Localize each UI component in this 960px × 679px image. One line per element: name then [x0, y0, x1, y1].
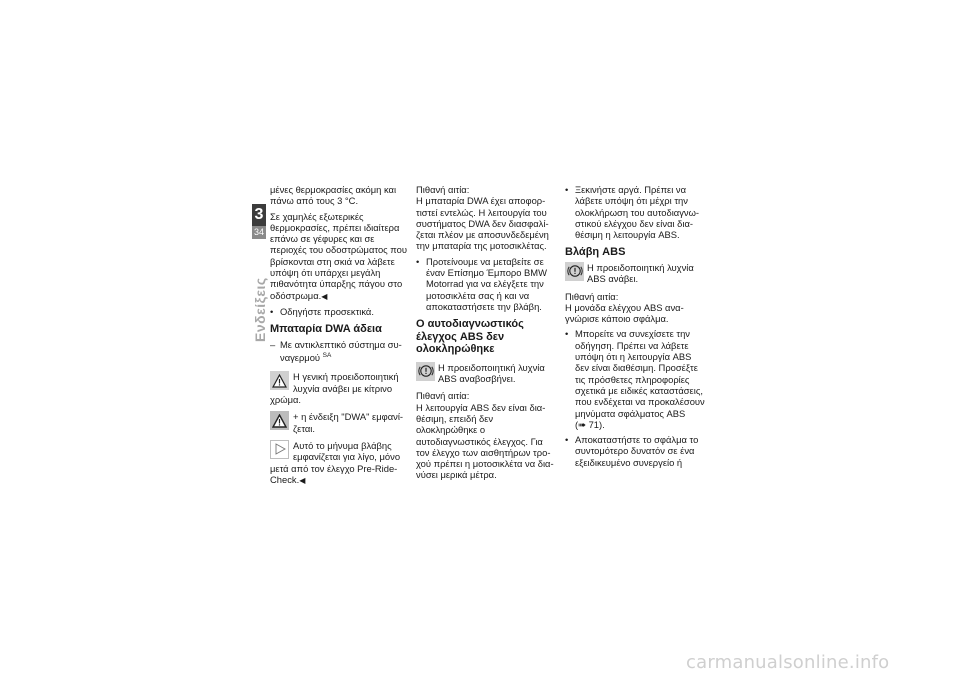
chapter-tab — [252, 204, 266, 239]
page-ref-arrow-icon: ➠ — [578, 418, 586, 430]
bullet-item: • Μπορείτε να συνεχίσετε την οδήγηση. Πρέπει να λάβετε υπόψη ότι η λειτουργία ABS δεν είναι διαθέσιμη. Προσέξτε τις πρόσθετες πληροφορίες σχετικά με ειδικές καταστάσεις, που ενδέχεται να προκαλέσουν μηνύματα σφάλματος ABS (➠ 71). — [565, 328, 705, 430]
end-mark-icon: ◀ — [299, 475, 306, 485]
paragraph: Η μπαταρία DWA έχει αποφορτιστεί εντελώς. Η λειτουργία του συστήματος DWA δεν διασφαλίζεται πλέον με αποσυνδεδεμένη την μπαταρία της μοτοσικλέτας. — [416, 195, 549, 252]
paragraph: Η μονάδα ελέγχου ABS αναγνώρισε κάποιο σφάλμα. — [565, 301, 684, 325]
section-heading: Μπαταρία DWA άδεια — [270, 323, 382, 336]
bullet-item: • Ξεκινήστε αργά. Πρέπει να λάβετε υπόψη ότι μέχρι την ολοκλήρωση του αυτοδιαγνωστικού ελέγχου δεν είναι διαθέσιμη η λειτουργία ABS. — [565, 184, 700, 241]
abs-warning-icon — [416, 362, 435, 381]
paragraph: μένες θερμοκρασίες ακόμη και πάνω από τους 3 °C. — [270, 184, 397, 207]
paragraph: Σε χαμηλές εξωτερικές θερμοκρασίες, πρέπει ιδιαίτερα επάνω σε γέφυρες και σε περιοχές του οδοστρώματος που βρίσκονται στη σκιά να λάβετε υπόψη ότι υπάρχει μεγάλη πιθανότητα ύπαρξης πάγου στο οδόστρωμα.◀ — [270, 210, 407, 301]
abs-warning: Η προειδοποιητική λυχνία ABS αναβοσβήνει. — [416, 362, 556, 385]
watermark: carmanualsonline.info — [686, 652, 890, 673]
end-mark-icon: ◀ — [321, 291, 328, 301]
dash-item: – Με αντικλεπτικό σύστημα συναγερμού $^{SA}$ — [270, 338, 402, 364]
abs-warning-icon — [565, 262, 584, 281]
warning-triangle-icon — [270, 411, 289, 430]
column-3 — [565, 184, 705, 472]
column-2 — [416, 184, 556, 485]
paragraph: Η λειτουργία ABS δεν είναι διαθέσιμη, επειδή δεν ολοκληρώθηκε ο αυτοδιαγνωστικός έλεγχος. Για τον έλεγχο των αισθητήρων τροχού πρέπει η μοτοσικλέτα να διανύσει μερικά μέτρα. — [416, 401, 554, 481]
column-1 — [270, 184, 410, 486]
warning-dwa: + η ένδειξη "DWA" εμφανίζεται. — [270, 411, 410, 434]
cause-label: Πιθανή αιτία: — [565, 290, 619, 302]
option-superscript: SA — [322, 352, 332, 360]
section-label: Ενδείξεις — [252, 277, 268, 342]
info-triangle-icon — [270, 440, 289, 459]
section-heading: Ο αυτοδιαγνωστικός έλεγχος ABS δεν ολοκληρώθηκε — [416, 318, 524, 356]
warning-triangle-icon — [270, 371, 289, 390]
bullet-item: • Προτείνουμε να μεταβείτε σε έναν Επίσημο Έμπορο BMW Motorrad για να ελέγξετε την μοτοσικλέτα σας ή και να αποκαταστήσετε την βλάβη. — [416, 255, 547, 312]
page-ref[interactable]: 71 — [588, 418, 600, 430]
warning-general: Η γενική προειδοποιητική λυχνία ανάβει με κίτρινο χρώμα. — [270, 371, 399, 406]
bullet-item: • Οδηγήστε προσεκτικά. — [270, 305, 374, 317]
cause-label: Πιθανή αιτία: — [416, 390, 470, 402]
page-number: 34 — [253, 227, 264, 237]
abs-warning: Η προειδοποιητική λυχνία ABS ανάβει. — [565, 262, 705, 285]
chapter-number: 3 — [252, 204, 266, 226]
section-heading: Βλάβη ABS — [565, 246, 626, 259]
cause-label: Πιθανή αιτία: — [416, 184, 470, 195]
info-note: Αυτό το μήνυμα βλάβης εμφανίζεται για λίγο, μόνο μετά από τον έλεγχο Pre-Ride-Check.◀ — [270, 439, 401, 485]
bullet-item: • Αποκαταστήστε το σφάλμα το συντομότερο δυνατόν σε ένα εξειδικευμένο συνεργείο ή — [565, 434, 699, 468]
